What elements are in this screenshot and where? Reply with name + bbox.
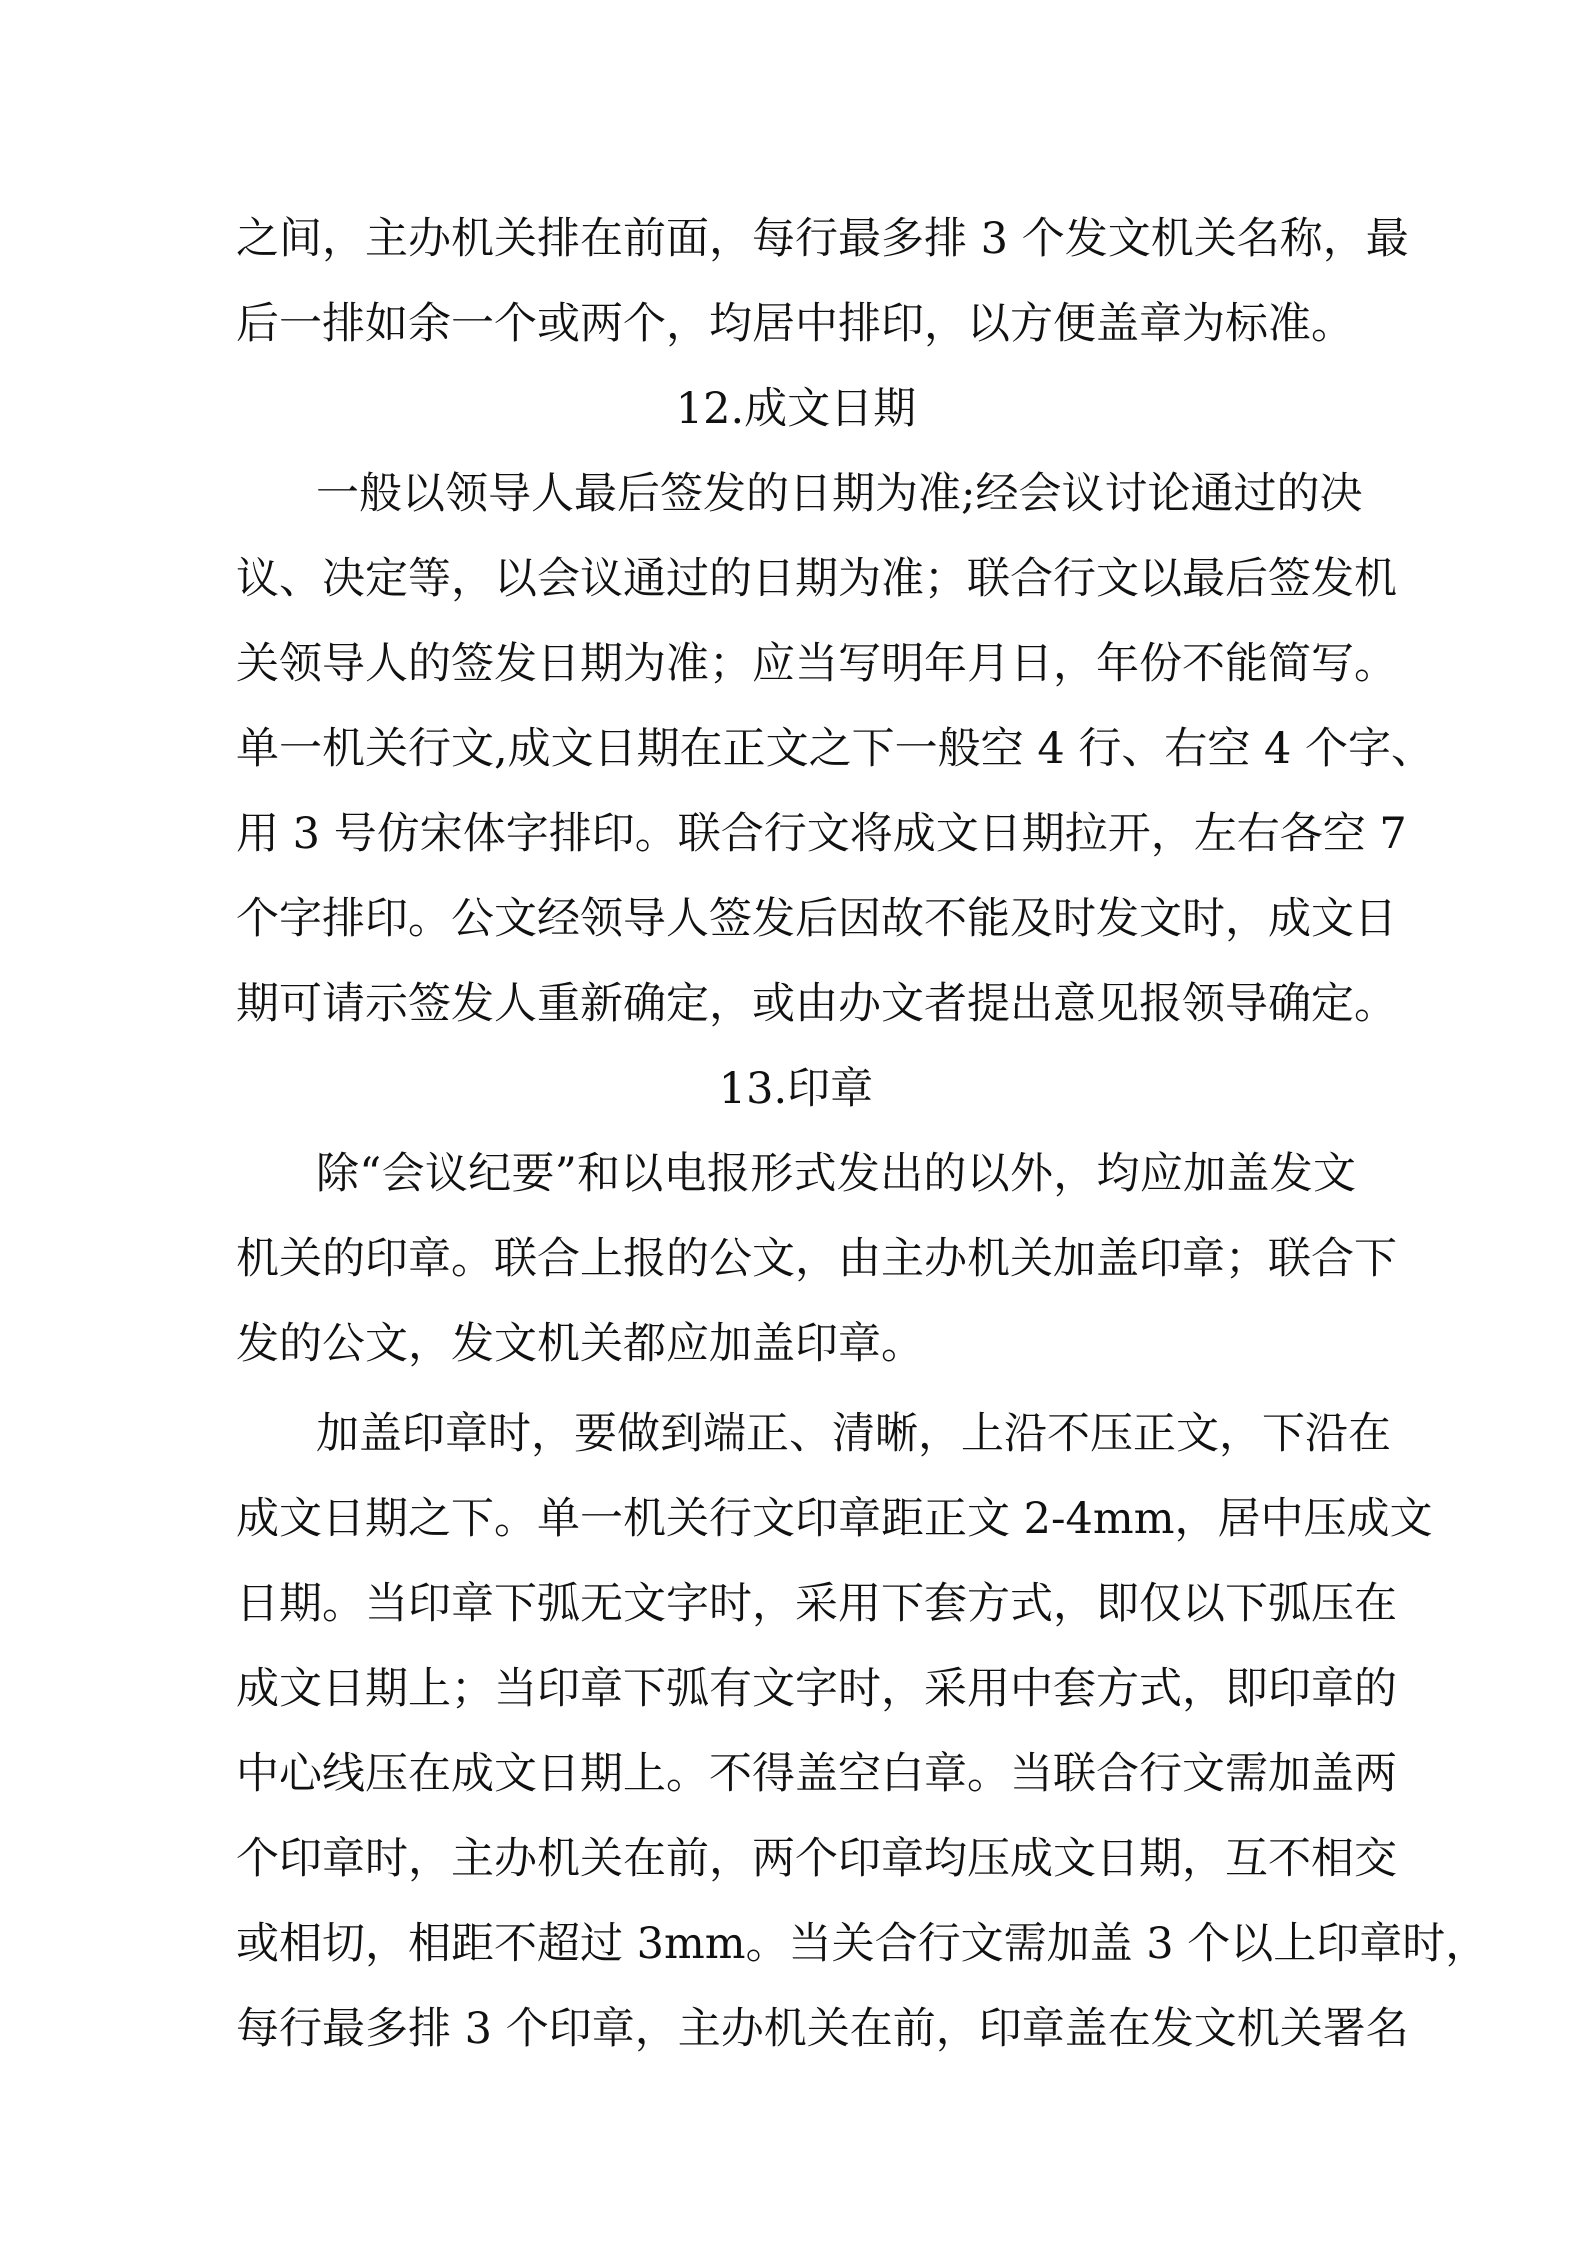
body-line-10: 除“会议纪要”和以电报形式发出的以外，均应加盖发文 [316,1149,1356,1199]
body-line-15: 日期。当印章下弧无文字时，采用下套方式，即仅以下弧压在 [236,1579,1397,1629]
body-line-9: 期可请示签发人重新确定，或由办文者提出意见报领导确定。 [236,979,1397,1029]
body-line-20: 每行最多排 3 个印章，主办机关在前，印章盖在发文机关署名 [236,2004,1409,2054]
body-line-13: 加盖印章时，要做到端正、清晰，上沿不压正文，下沿在 [316,1409,1391,1459]
body-line-2: 后一排如余一个或两个，均居中排印，以方便盖章为标准。 [236,299,1354,349]
body-line-6: 单一机关行文,成文日期在正文之下一般空 4 行、右空 4 个字、 [236,724,1435,774]
body-line-12: 发的公文，发文机关都应加盖印章。 [236,1319,924,1369]
body-line-3: 一般以领导人最后签发的日期为准;经会议讨论通过的决 [316,469,1363,519]
body-line-19: 或相切，相距不超过 3mm。当关合行文需加盖 3 个以上印章时， [236,1919,1489,1969]
body-line-8: 个字排印。公文经领导人签发后因故不能及时发文时，成文日 [236,894,1397,944]
body-line-11: 机关的印章。联合上报的公文，由主办机关加盖印章；联合下 [236,1234,1397,1284]
body-line-1: 之间，主办机关排在前面，每行最多排 3 个发文机关名称，最 [236,214,1409,264]
body-line-17: 中心线压在成文日期上。不得盖空白章。当联合行文需加盖两 [236,1749,1397,1799]
section-heading-13: 13.印章 [718,1064,874,1114]
body-line-16: 成文日期上；当印章下弧有文字时，采用中套方式，即印章的 [236,1664,1397,1714]
body-line-4: 议、决定等，以会议通过的日期为准；联合行文以最后签发机 [236,554,1397,604]
section-heading-12: 12.成文日期 [675,384,917,434]
body-line-7: 用 3 号仿宋体字排印。联合行文将成文日期拉开，左右各空 7 [236,809,1407,859]
body-line-18: 个印章时，主办机关在前，两个印章均压成文日期，互不相交 [236,1834,1397,1884]
body-line-14: 成文日期之下。单一机关行文印章距正文 2-4mm，居中压成文 [236,1494,1433,1544]
body-line-5: 关领导人的签发日期为准；应当写明年月日，年份不能简写。 [236,639,1397,689]
